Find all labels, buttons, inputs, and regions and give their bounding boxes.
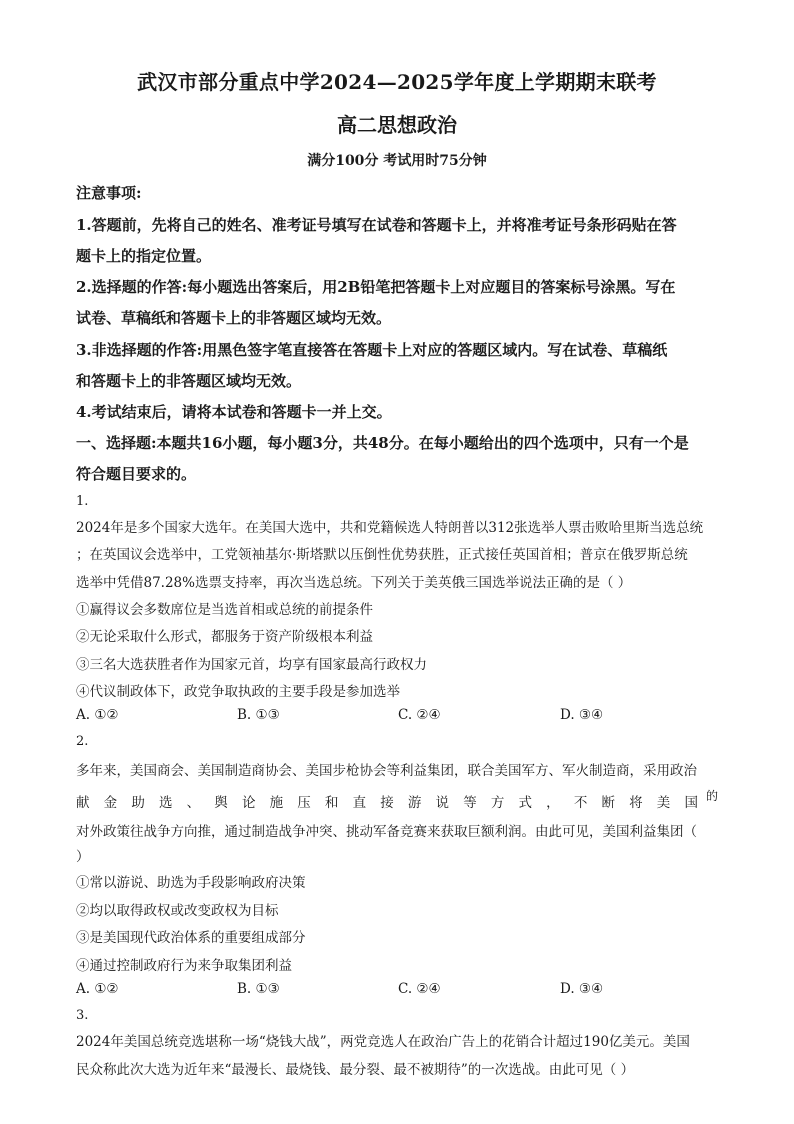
exam-title: 武汉市部分重点中学2024—2025学年度上学期期末联考 <box>137 70 657 94</box>
question-1-statement-1: ①赢得议会多数席位是当选首相或总统的前提条件 <box>76 602 373 618</box>
stem-char: 不 <box>573 795 588 811</box>
question-2-stem-line-4: ） <box>76 849 90 865</box>
question-2-stem-line-2 <box>76 791 698 811</box>
question-2-stem-line-3: 对外政策往战争方向推，通过制造战争冲突、挑动军备竞赛来获取巨额利润。由此可见，美国利益集团（ <box>76 824 697 840</box>
question-2-stem-line-1: 多年来，美国商会、美国制造商协会、美国步枪协会等利益集团，联合美国军方、军火制造商，采用政治 <box>76 763 697 779</box>
stem-char: 接 <box>380 795 394 811</box>
notice-item-3-line-2: 和答题卡上的非答题区域均无效。 <box>76 372 302 390</box>
question-2-statement-3: ③是美国现代政治体系的重要组成部分 <box>76 930 306 946</box>
stem-char: 游 <box>407 795 422 811</box>
stem-char: 施 <box>269 795 284 811</box>
stem-char: 说 <box>435 795 450 811</box>
stem-char: 美 <box>656 795 671 811</box>
question-2-statement-4: ④通过控制政府行为来争取集团利益 <box>76 958 292 974</box>
question-2-statement-2: ②均以取得政权或改变政权为目标 <box>76 903 279 919</box>
question-1-stem-line-2: ；在英国议会选举中，工党领袖基尔·斯塔默以压倒性优势获胜，正式接任英国首相；普京在俄罗斯总统 <box>76 547 688 563</box>
question-2-statement-1: ①常以游说、助选为手段影响政府决策 <box>76 875 306 891</box>
question-1-statement-3: ③三名大选获胜者作为国家元首，均享有国家最高行政权力 <box>76 657 427 673</box>
question-3-stem-line-1: 2024年美国总统竞选堪称一场“烧钱大战”，两党竞选人在政治广告上的花销合计超过190亿美元。美国 <box>76 1034 690 1050</box>
stem-char: 、 <box>186 795 201 811</box>
question-1-option-c[interactable]: C. ②④ <box>398 707 441 723</box>
stem-char: 和 <box>324 795 339 811</box>
stem-char: 等 <box>463 795 477 811</box>
notice-item-2-line-1: 2.选择题的作答:每小题选出答案后，用2B铅笔把答题卡上对应题目的答案标号涂黑。写在 <box>76 278 676 296</box>
question-1-option-a[interactable]: A. ①② <box>76 707 119 723</box>
question-2-option-d[interactable]: D. ③④ <box>560 981 604 997</box>
question-1-number: 1. <box>76 494 89 509</box>
notice-item-1-line-2: 题卡上的指定位置。 <box>76 247 212 265</box>
question-1-statement-4: ④代议制政体下，政党争取执政的主要手段是参加选举 <box>76 684 400 700</box>
question-2-superscript-char: 的 <box>706 789 719 803</box>
question-2-option-b[interactable]: B. ①③ <box>237 981 280 997</box>
stem-char: 舆 <box>214 795 228 811</box>
question-3-number: 3. <box>76 1008 89 1023</box>
question-3-stem-line-2: 民众称此次大选为近年来“最漫长、最烧钱、最分裂、最不被期待”的一次选战。由此可见（ ） <box>76 1062 635 1078</box>
question-2-option-a[interactable]: A. ①② <box>76 981 119 997</box>
score-time-line: 满分100分 考试用时75分钟 <box>307 153 487 169</box>
stem-char: 直 <box>352 795 367 811</box>
notice-item-1-line-1: 1.答题前，先将自己的姓名、准考证号填写在试卷和答题卡上，并将准考证号条形码贴在答 <box>76 216 677 234</box>
stem-char: 断 <box>601 795 615 811</box>
section-heading-line-1: 一、选择题:本题共16小题，每小题3分，共48分。在每小题给出的四个选项中，只有一个是 <box>76 434 689 452</box>
notice-item-3-line-1: 3.非选择题的作答:用黑色签字笔直接答在答题卡上对应的答题区域内。写在试卷、草稿纸 <box>76 341 668 359</box>
stem-char: 金 <box>103 795 118 811</box>
question-1-option-b[interactable]: B. ①③ <box>237 707 280 723</box>
question-1-stem-line-3: 选举中凭借87.28%选票支持率，再次当选总统。下列关于美英俄三国选举说法正确的是（ ） <box>76 575 632 591</box>
stem-char: 献 <box>76 795 90 811</box>
stem-char: ， <box>546 795 560 811</box>
stem-char: 式 <box>518 795 532 811</box>
question-1-option-d[interactable]: D. ③④ <box>560 707 604 723</box>
stem-char: 助 <box>131 795 145 811</box>
section-heading-line-2: 符合题目要求的。 <box>76 465 197 483</box>
notice-item-2-line-2: 试卷、草稿纸和答题卡上的非答题区域均无效。 <box>76 309 392 327</box>
notice-item-4: 4.考试结束后，请将本试卷和答题卡一并上交。 <box>76 403 392 421</box>
subject-title: 高二思想政治 <box>337 113 457 137</box>
question-1-statement-2: ②无论采取什么形式，都服务于资产阶级根本利益 <box>76 629 373 645</box>
stem-char: 选 <box>158 795 173 811</box>
question-1-stem-line-1: 2024年是多个国家大选年。在美国大选中，共和党籍候选人特朗普以312张选举人票击败哈里斯当选总统 <box>76 520 704 536</box>
stem-char: 方 <box>490 795 505 811</box>
stem-char: 论 <box>241 795 256 811</box>
stem-char: 压 <box>297 795 311 811</box>
notice-heading: 注意事项: <box>76 184 142 202</box>
stem-char: 国 <box>684 795 698 811</box>
stem-char: 将 <box>629 795 643 811</box>
question-2-number: 2. <box>76 734 89 749</box>
question-2-option-c[interactable]: C. ②④ <box>398 981 441 997</box>
